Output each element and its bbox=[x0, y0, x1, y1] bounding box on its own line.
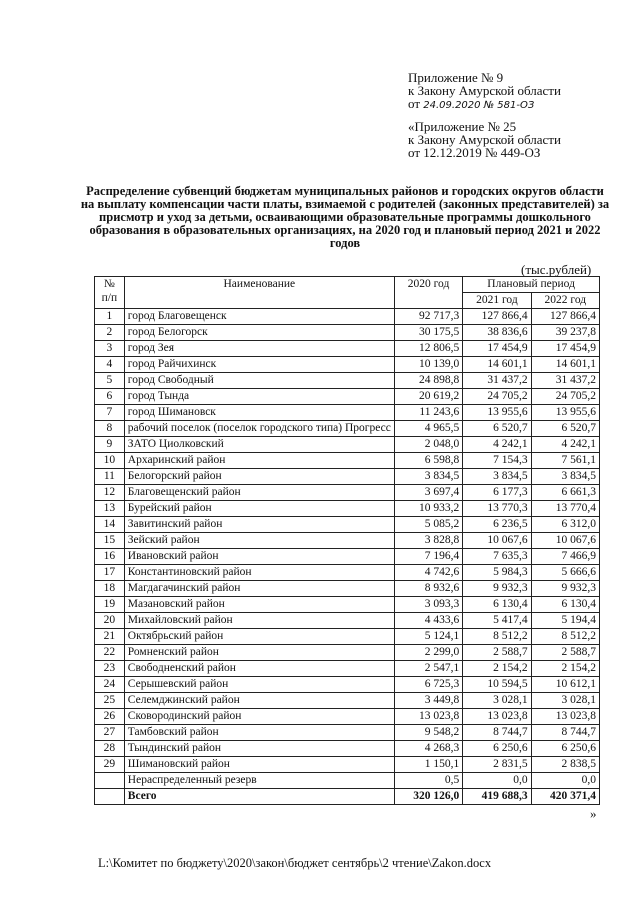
table-row bbox=[95, 485, 600, 501]
value-2022: 24 705,2 bbox=[531, 389, 599, 405]
row-name: Свободненский район bbox=[124, 661, 394, 677]
value-2021: 8 744,7 bbox=[463, 725, 531, 741]
table-row bbox=[95, 533, 600, 549]
row-name: Селемджинский район bbox=[124, 693, 394, 709]
row-number: 26 bbox=[95, 709, 125, 725]
table-row bbox=[95, 453, 600, 469]
value-2020: 3 449,8 bbox=[394, 693, 462, 709]
value-2020: 30 175,5 bbox=[394, 325, 462, 341]
row-name: город Свободный bbox=[124, 373, 394, 389]
total-number-cell bbox=[95, 789, 125, 805]
value-2022: 5 666,6 bbox=[531, 565, 599, 581]
row-number: 20 bbox=[95, 613, 125, 629]
value-2020: 2 299,0 bbox=[394, 645, 462, 661]
value-2022: 5 194,4 bbox=[531, 613, 599, 629]
value-2020: 2 547,1 bbox=[394, 661, 462, 677]
value-2021: 3 028,1 bbox=[463, 693, 531, 709]
row-number: 25 bbox=[95, 693, 125, 709]
value-2020: 4 742,6 bbox=[394, 565, 462, 581]
table-header bbox=[95, 277, 600, 309]
row-number: 23 bbox=[95, 661, 125, 677]
value-2022: 8 512,2 bbox=[531, 629, 599, 645]
table-row bbox=[95, 309, 600, 325]
table-row bbox=[95, 709, 600, 725]
value-2020: 4 268,3 bbox=[394, 741, 462, 757]
table-row bbox=[95, 373, 600, 389]
value-2022: 6 250,6 bbox=[531, 741, 599, 757]
value-2020: 6 725,3 bbox=[394, 677, 462, 693]
row-name: Зейский район bbox=[124, 533, 394, 549]
table-row bbox=[95, 405, 600, 421]
value-2022: 4 242,1 bbox=[531, 437, 599, 453]
value-2020: 3 834,5 bbox=[394, 469, 462, 485]
row-number: 2 bbox=[95, 325, 125, 341]
value-2020: 5 085,2 bbox=[394, 517, 462, 533]
annex-old-reference bbox=[408, 120, 561, 159]
value-2020: 92 717,3 bbox=[394, 309, 462, 325]
value-2022: 31 437,2 bbox=[531, 373, 599, 389]
value-2022: 6 130,4 bbox=[531, 597, 599, 613]
total-2020: 320 126,0 bbox=[394, 789, 462, 805]
table-row bbox=[95, 437, 600, 453]
value-2021: 13 023,8 bbox=[463, 709, 531, 725]
row-number: 28 bbox=[95, 741, 125, 757]
value-2020: 3 093,3 bbox=[394, 597, 462, 613]
row-number: 17 bbox=[95, 565, 125, 581]
table-total-row bbox=[95, 789, 600, 805]
row-name: город Белогорск bbox=[124, 325, 394, 341]
document-title: Распределение субвенций бюджетам муниципальных районов и городских округов области на выплату компенсации части платы, взимаемой с родителей (законных представителей) за присмотр и уход за детьми, осваивающими образовательные программы дошкольного образования в образовательных организациях, на 2020 год и плановый период 2021 и 2022 годов bbox=[80, 184, 610, 250]
value-2020: 1 150,1 bbox=[394, 757, 462, 773]
row-name: Завитинский район bbox=[124, 517, 394, 533]
row-number: 24 bbox=[95, 677, 125, 693]
row-name: Ромненский район bbox=[124, 645, 394, 661]
value-2022: 13 023,8 bbox=[531, 709, 599, 725]
value-2022: 10 612,1 bbox=[531, 677, 599, 693]
table-row bbox=[95, 565, 600, 581]
total-2022: 420 371,4 bbox=[531, 789, 599, 805]
annex-new-line1: Приложение № 9 bbox=[408, 70, 504, 85]
row-name: город Благовещенск bbox=[124, 309, 394, 325]
value-2022: 6 661,3 bbox=[531, 485, 599, 501]
table-row bbox=[95, 773, 600, 789]
row-name: Бурейский район bbox=[124, 501, 394, 517]
annex-new-reference bbox=[408, 71, 561, 112]
footer-file-path: L:\Комитет по бюджету\2020\закон\бюджет сентябрь\2 чтение\Zakon.docx bbox=[98, 856, 492, 870]
value-2021: 24 705,2 bbox=[463, 389, 531, 405]
value-2021: 9 932,3 bbox=[463, 581, 531, 597]
value-2020: 8 932,6 bbox=[394, 581, 462, 597]
value-2022: 2 588,7 bbox=[531, 645, 599, 661]
total-label: Всего bbox=[124, 789, 394, 805]
row-number: 14 bbox=[95, 517, 125, 533]
row-number: 19 bbox=[95, 597, 125, 613]
header-name: Наименование bbox=[124, 277, 394, 309]
annex-new-line3 bbox=[408, 97, 561, 112]
table-row bbox=[95, 501, 600, 517]
row-name: Тамбовский район bbox=[124, 725, 394, 741]
row-number: 8 bbox=[95, 421, 125, 437]
value-2020: 11 243,6 bbox=[394, 405, 462, 421]
header-plan-period: Плановый период bbox=[463, 277, 600, 293]
row-name: Мазановский район bbox=[124, 597, 394, 613]
value-2022: 3 028,1 bbox=[531, 693, 599, 709]
header-number-line1: № bbox=[103, 278, 115, 290]
row-number: 18 bbox=[95, 581, 125, 597]
table-row bbox=[95, 389, 600, 405]
value-2022: 17 454,9 bbox=[531, 341, 599, 357]
header-number-line2: п/п bbox=[101, 292, 118, 304]
value-2021: 3 834,5 bbox=[463, 469, 531, 485]
header-2022: 2022 год bbox=[531, 293, 599, 309]
row-number: 1 bbox=[95, 309, 125, 325]
row-name: город Зея bbox=[124, 341, 394, 357]
annex-old-line1: «Приложение № 25 bbox=[408, 119, 517, 134]
value-2020: 3 828,8 bbox=[394, 533, 462, 549]
value-2020: 3 697,4 bbox=[394, 485, 462, 501]
row-name: Ивановский район bbox=[124, 549, 394, 565]
table-row bbox=[95, 357, 600, 373]
value-2020: 10 933,2 bbox=[394, 501, 462, 517]
handwritten-date-number: 24.09.2020 № 581-ОЗ bbox=[423, 100, 535, 111]
value-2021: 17 454,9 bbox=[463, 341, 531, 357]
row-number: 5 bbox=[95, 373, 125, 389]
table-row bbox=[95, 597, 600, 613]
table-row bbox=[95, 325, 600, 341]
row-number: 21 bbox=[95, 629, 125, 645]
value-2021: 127 866,4 bbox=[463, 309, 531, 325]
table-row bbox=[95, 549, 600, 565]
annex-new-line2: к Закону Амурской области bbox=[408, 83, 561, 98]
value-2022: 8 744,7 bbox=[531, 725, 599, 741]
value-2021: 6 177,3 bbox=[463, 485, 531, 501]
header-2020: 2020 год bbox=[394, 277, 462, 309]
value-2020: 9 548,2 bbox=[394, 725, 462, 741]
row-number: 27 bbox=[95, 725, 125, 741]
row-name: Нераспределенный резерв bbox=[124, 773, 394, 789]
value-2021: 2 831,5 bbox=[463, 757, 531, 773]
value-2022: 9 932,3 bbox=[531, 581, 599, 597]
row-number: 13 bbox=[95, 501, 125, 517]
row-number: 29 bbox=[95, 757, 125, 773]
value-2020: 0,5 bbox=[394, 773, 462, 789]
value-2021: 10 594,5 bbox=[463, 677, 531, 693]
table-row bbox=[95, 421, 600, 437]
value-2020: 4 965,5 bbox=[394, 421, 462, 437]
row-number: 6 bbox=[95, 389, 125, 405]
value-2022: 6 520,7 bbox=[531, 421, 599, 437]
annex-old-line3: от 12.12.2019 № 449-ОЗ bbox=[408, 145, 541, 160]
row-name: Октябрьский район bbox=[124, 629, 394, 645]
value-2022: 7 466,9 bbox=[531, 549, 599, 565]
row-name: Константиновский район bbox=[124, 565, 394, 581]
row-name: Шимановский район bbox=[124, 757, 394, 773]
table-row bbox=[95, 757, 600, 773]
row-name: город Шимановск bbox=[124, 405, 394, 421]
value-2022: 10 067,6 bbox=[531, 533, 599, 549]
row-name: Магдагачинский район bbox=[124, 581, 394, 597]
value-2020: 6 598,8 bbox=[394, 453, 462, 469]
table-row bbox=[95, 613, 600, 629]
row-name: Серышевский район bbox=[124, 677, 394, 693]
value-2022: 13 770,4 bbox=[531, 501, 599, 517]
table-row bbox=[95, 517, 600, 533]
value-2022: 39 237,8 bbox=[531, 325, 599, 341]
row-number: 9 bbox=[95, 437, 125, 453]
value-2021: 38 836,6 bbox=[463, 325, 531, 341]
row-name: ЗАТО Циолковский bbox=[124, 437, 394, 453]
row-number: 12 bbox=[95, 485, 125, 501]
row-name: рабочий поселок (поселок городского типа) Прогресс bbox=[124, 421, 394, 437]
table-row bbox=[95, 693, 600, 709]
value-2021: 2 588,7 bbox=[463, 645, 531, 661]
row-number: 15 bbox=[95, 533, 125, 549]
value-2022: 2 154,2 bbox=[531, 661, 599, 677]
row-name: город Райчихинск bbox=[124, 357, 394, 373]
table-row bbox=[95, 677, 600, 693]
value-2022: 0,0 bbox=[531, 773, 599, 789]
value-2020: 13 023,8 bbox=[394, 709, 462, 725]
table-row bbox=[95, 341, 600, 357]
value-2022: 13 955,6 bbox=[531, 405, 599, 421]
annex-new-date-prefix: от bbox=[408, 96, 421, 111]
value-2021: 5 984,3 bbox=[463, 565, 531, 581]
table-row bbox=[95, 741, 600, 757]
value-2020: 20 619,2 bbox=[394, 389, 462, 405]
table-row bbox=[95, 629, 600, 645]
value-2022: 127 866,4 bbox=[531, 309, 599, 325]
value-2021: 6 236,5 bbox=[463, 517, 531, 533]
value-2022: 2 838,5 bbox=[531, 757, 599, 773]
value-2021: 13 770,3 bbox=[463, 501, 531, 517]
row-number: 7 bbox=[95, 405, 125, 421]
value-2020: 7 196,4 bbox=[394, 549, 462, 565]
annex-old-line2: к Закону Амурской области bbox=[408, 132, 561, 147]
value-2022: 3 834,5 bbox=[531, 469, 599, 485]
total-2021: 419 688,3 bbox=[463, 789, 531, 805]
value-2020: 4 433,6 bbox=[394, 613, 462, 629]
value-2021: 4 242,1 bbox=[463, 437, 531, 453]
closing-quote: » bbox=[590, 806, 597, 821]
value-2021: 7 635,3 bbox=[463, 549, 531, 565]
table-row bbox=[95, 645, 600, 661]
row-number: 10 bbox=[95, 453, 125, 469]
row-name: Михайловский район bbox=[124, 613, 394, 629]
row-number: 4 bbox=[95, 357, 125, 373]
value-2021: 2 154,2 bbox=[463, 661, 531, 677]
value-2021: 6 520,7 bbox=[463, 421, 531, 437]
table-row bbox=[95, 581, 600, 597]
value-2021: 13 955,6 bbox=[463, 405, 531, 421]
value-2020: 5 124,1 bbox=[394, 629, 462, 645]
value-2021: 5 417,4 bbox=[463, 613, 531, 629]
value-2022: 7 561,1 bbox=[531, 453, 599, 469]
row-number: 16 bbox=[95, 549, 125, 565]
value-2021: 31 437,2 bbox=[463, 373, 531, 389]
row-number: 3 bbox=[95, 341, 125, 357]
value-2021: 8 512,2 bbox=[463, 629, 531, 645]
value-2021: 0,0 bbox=[463, 773, 531, 789]
subvention-table bbox=[94, 276, 600, 805]
row-number: 11 bbox=[95, 469, 125, 485]
value-2020: 24 898,8 bbox=[394, 373, 462, 389]
row-number: 22 bbox=[95, 645, 125, 661]
unit-label: (тыс.рублей) bbox=[521, 262, 592, 277]
header-number bbox=[95, 277, 125, 309]
value-2021: 6 130,4 bbox=[463, 597, 531, 613]
value-2021: 6 250,6 bbox=[463, 741, 531, 757]
row-name: Тындинский район bbox=[124, 741, 394, 757]
value-2022: 14 601,1 bbox=[531, 357, 599, 373]
row-name: город Тында bbox=[124, 389, 394, 405]
header-2021: 2021 год bbox=[463, 293, 531, 309]
table-row bbox=[95, 469, 600, 485]
value-2021: 10 067,6 bbox=[463, 533, 531, 549]
row-number bbox=[95, 773, 125, 789]
table-body bbox=[95, 309, 600, 805]
row-name: Архаринский район bbox=[124, 453, 394, 469]
row-name: Белогорский район bbox=[124, 469, 394, 485]
value-2021: 14 601,1 bbox=[463, 357, 531, 373]
value-2020: 10 139,0 bbox=[394, 357, 462, 373]
value-2020: 12 806,5 bbox=[394, 341, 462, 357]
row-name: Сковородинский район bbox=[124, 709, 394, 725]
value-2020: 2 048,0 bbox=[394, 437, 462, 453]
row-name: Благовещенский район bbox=[124, 485, 394, 501]
table-row bbox=[95, 661, 600, 677]
table-row bbox=[95, 725, 600, 741]
value-2022: 6 312,0 bbox=[531, 517, 599, 533]
value-2021: 7 154,3 bbox=[463, 453, 531, 469]
